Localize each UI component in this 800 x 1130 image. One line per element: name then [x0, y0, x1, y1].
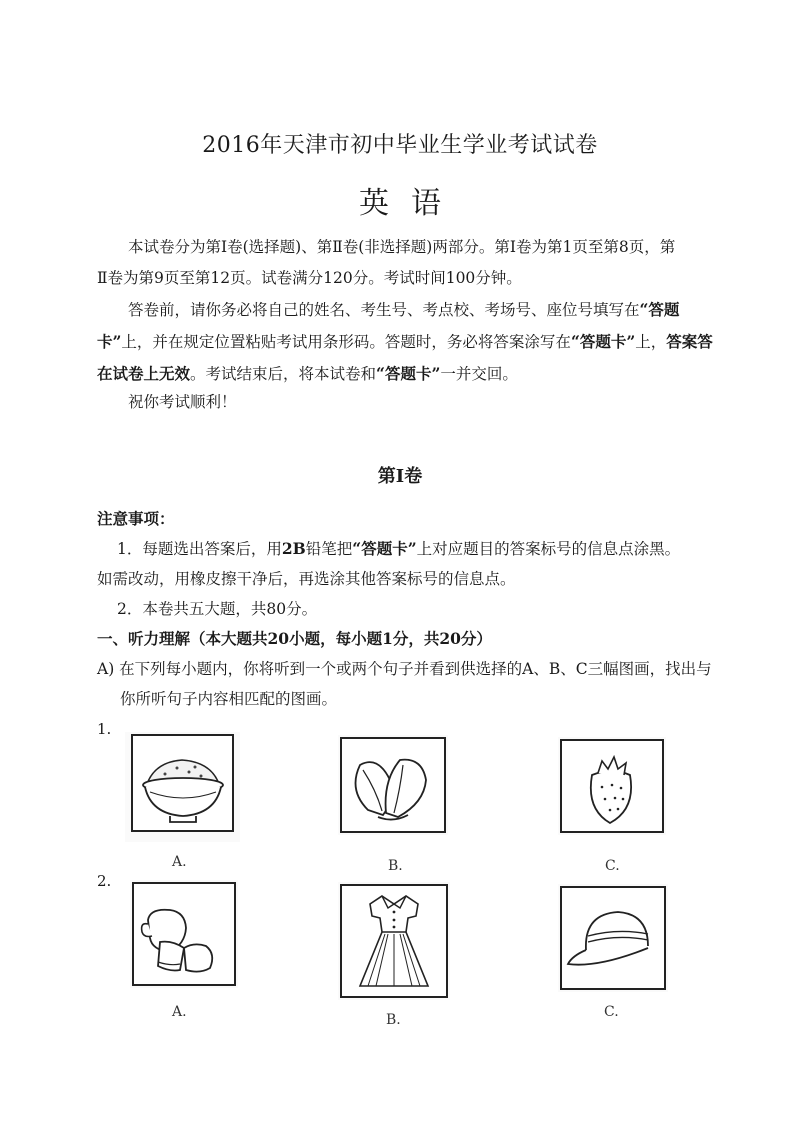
- option-picture[interactable]: [338, 735, 448, 835]
- option-label: A.: [172, 1004, 187, 1020]
- question-number: 1.: [97, 720, 112, 738]
- intro-paragraph-1-cont: [97, 263, 717, 294]
- intro-p2-h: “答题卡”: [376, 364, 441, 383]
- notice-item-1: [117, 534, 747, 564]
- option-label: B.: [388, 858, 403, 874]
- notice-item-1-cont: 如需改动，用橡皮擦干净后，再选涂其他答案标号的信息点。: [97, 570, 516, 588]
- vegetable-icon: [338, 735, 448, 835]
- option-picture[interactable]: [338, 882, 450, 1000]
- intro-p2-g: 。考试结束后，将本试卷和: [190, 365, 377, 383]
- notice-1-a: 1．每题选出答案后，用: [117, 540, 282, 558]
- section-title: 第Ⅰ卷: [377, 466, 423, 487]
- question-number: 2.: [97, 872, 112, 890]
- subject-title: 英语: [359, 186, 463, 221]
- partA-instruction: A) 在下列每小题内，你将听到一个或两个句子并看到供选择的A、B、C三幅图画，找出与: [97, 660, 712, 678]
- option-picture[interactable]: [125, 732, 240, 842]
- notice-1-d: “答题卡”: [352, 539, 417, 558]
- notice-1-e: 上对应题目的答案标号的信息点涂黑。: [416, 540, 681, 558]
- rice-bowl-icon: [125, 732, 240, 842]
- option-label: C.: [604, 1004, 619, 1020]
- intro-p2-a: 答卷前，请你务必将自己的姓名、考生号、考点校、考场号、座位号填写在: [128, 301, 640, 319]
- option-label: C.: [605, 858, 620, 874]
- gloves-icon: [130, 880, 238, 988]
- intro-p2-e: 上，: [635, 333, 667, 351]
- notice-1-c: 铅笔把: [305, 540, 353, 558]
- intro-p2-f: 答案答在试卷上无效: [97, 332, 713, 383]
- intro-paragraph-3: 祝你考试顺利！: [128, 393, 237, 411]
- cap-icon: [558, 884, 668, 992]
- option-label: A.: [172, 854, 187, 870]
- intro-p2-i: 一并交回。: [440, 365, 518, 383]
- intro-paragraph-2: [97, 294, 717, 390]
- dress-icon: [338, 882, 450, 1000]
- notice-item-2: 2．本卷共五大题，共80分。: [117, 600, 318, 618]
- strawberry-icon: [558, 737, 666, 835]
- notice-1-b: 2B: [281, 539, 306, 558]
- notice-label: 注意事项：: [97, 509, 175, 528]
- partA-instruction-cont: 你所听句子内容相匹配的图画。: [120, 690, 338, 708]
- intro-p1-line2: Ⅱ卷为第9页至第12页。试卷满分120分。考试时间100分钟。: [97, 269, 522, 287]
- option-picture[interactable]: [558, 884, 668, 992]
- intro-p2-d: “答题卡”: [570, 332, 636, 351]
- part1-title: 一、听力理解（本大题共20小题，每小题1分，共20分）: [97, 629, 492, 648]
- intro-p1-line1: 本试卷分为第Ⅰ卷(选择题)、第Ⅱ卷(非选择题)两部分。第Ⅰ卷为第1页至第8页，第: [128, 238, 676, 256]
- option-picture[interactable]: [558, 737, 666, 835]
- intro-paragraph-1: [97, 232, 717, 263]
- page-title: 2016年天津市初中毕业生学业考试试卷: [202, 133, 598, 158]
- option-picture[interactable]: [130, 880, 238, 988]
- intro-p2-b: “答题卡”: [97, 300, 680, 351]
- option-label: B.: [386, 1012, 401, 1028]
- intro-p2-c: 上，并在规定位置粘贴考试用条形码。答题时，务必将答案涂写在: [121, 333, 571, 351]
